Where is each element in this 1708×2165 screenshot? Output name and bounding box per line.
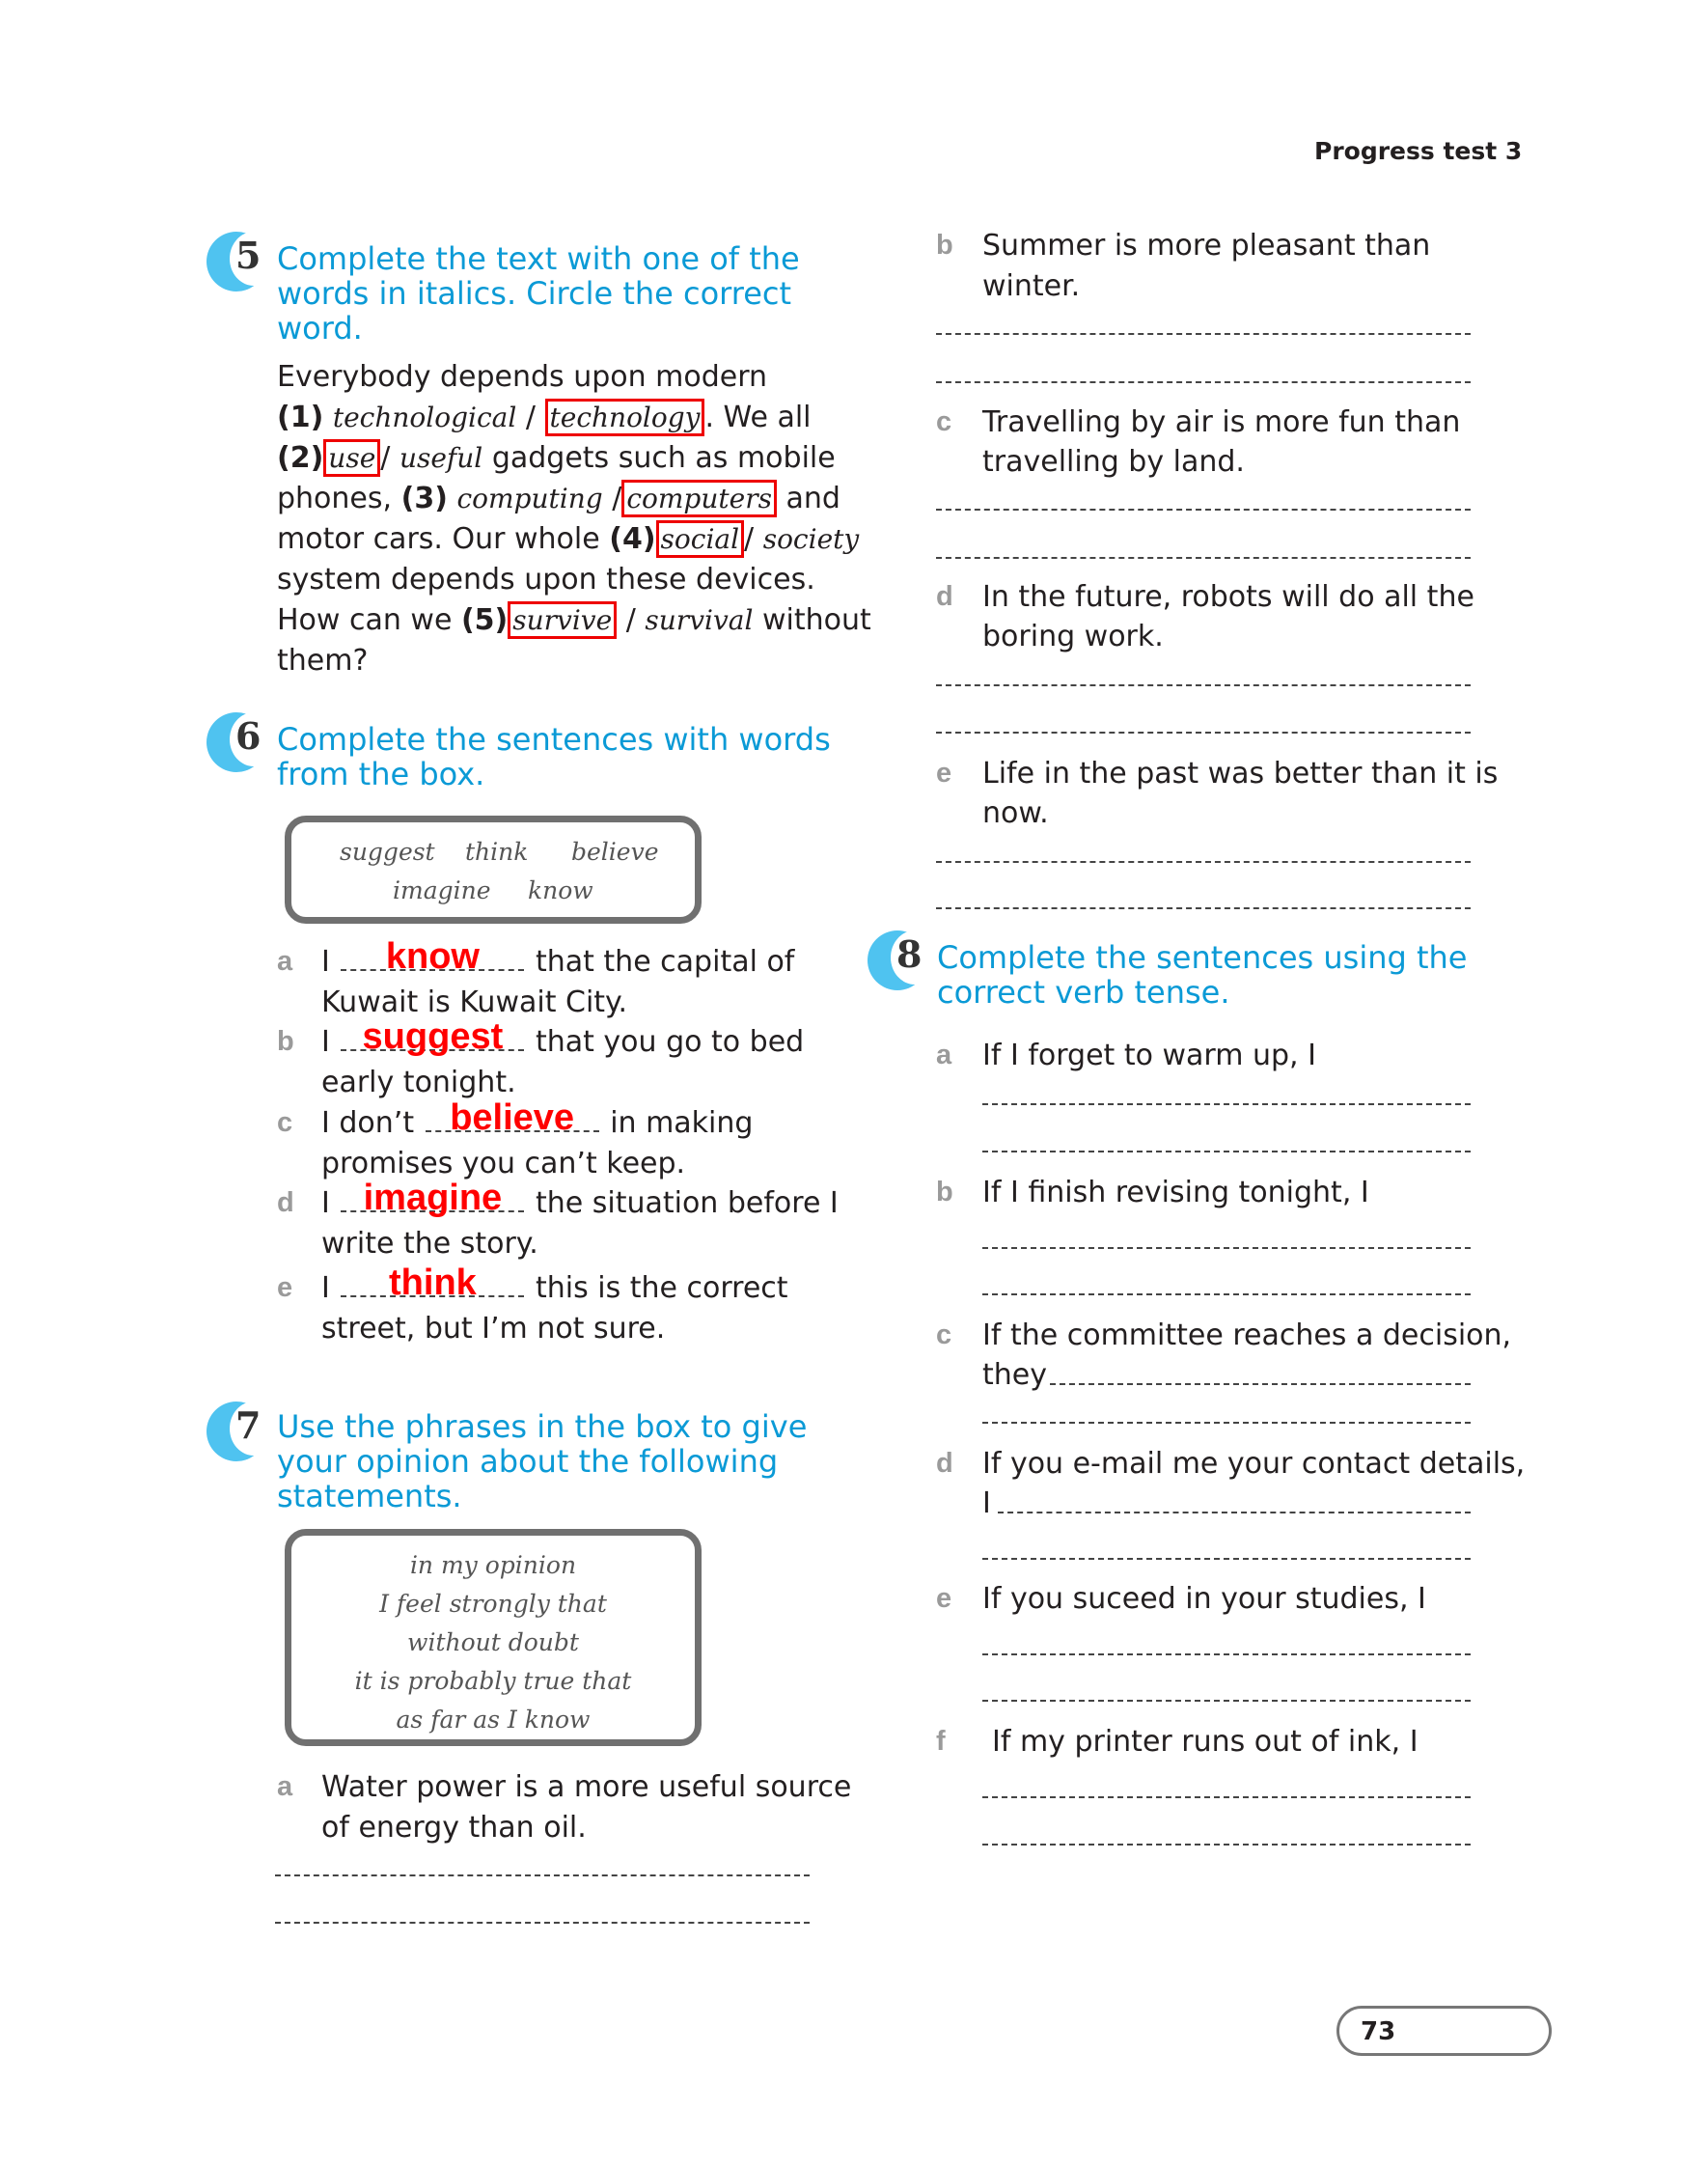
exercise-8-title: Complete the sentences using the correct verb tense. bbox=[937, 939, 1468, 1011]
answer-blank[interactable]: believe bbox=[426, 1105, 599, 1132]
answer-line[interactable] bbox=[982, 1700, 1471, 1702]
box-word: suggest bbox=[340, 838, 435, 866]
exercise-6-number-icon: 6 bbox=[207, 710, 268, 776]
exercise-7-title: Use the phrases in the box to give your opinion about the following statements. bbox=[277, 1408, 808, 1514]
box-phrase: it is probably true that bbox=[354, 1667, 632, 1695]
box-phrase: I feel strongly that bbox=[379, 1590, 607, 1618]
answer-line[interactable] bbox=[936, 381, 1471, 383]
circled-answer-2[interactable]: use bbox=[323, 439, 380, 477]
box-word: think bbox=[465, 838, 529, 866]
answer-line[interactable] bbox=[936, 557, 1471, 559]
page-number-badge bbox=[1336, 2006, 1552, 2056]
answer-line[interactable] bbox=[982, 1653, 1471, 1655]
phrase-box bbox=[285, 1529, 702, 1746]
answer-line[interactable] bbox=[982, 1796, 1471, 1798]
box-word: know bbox=[528, 876, 593, 904]
circled-answer-4[interactable]: social bbox=[656, 520, 745, 558]
answer-line[interactable] bbox=[998, 1512, 1471, 1513]
box-word: imagine bbox=[393, 876, 491, 904]
exercise-5-number-icon: 5 bbox=[207, 230, 268, 295]
answer-line[interactable] bbox=[936, 861, 1471, 863]
answer-blank[interactable]: imagine bbox=[341, 1185, 524, 1212]
answer-blank[interactable]: suggest bbox=[341, 1024, 524, 1051]
box-phrase: in my opinion bbox=[409, 1551, 577, 1579]
box-word: believe bbox=[571, 838, 659, 866]
page-number: 73 bbox=[1361, 2017, 1396, 2046]
answer-line[interactable] bbox=[936, 732, 1471, 734]
word-box bbox=[285, 816, 702, 924]
answer-line[interactable] bbox=[982, 1558, 1471, 1560]
answer-line[interactable] bbox=[936, 684, 1471, 686]
answer-line[interactable] bbox=[982, 1293, 1471, 1295]
exercise-5-title: Complete the text with one of the words in italics. Circle the correct word. bbox=[277, 240, 800, 347]
box-phrase: as far as I know bbox=[396, 1706, 591, 1734]
answer-line[interactable] bbox=[936, 333, 1471, 335]
answer-line[interactable] bbox=[982, 1247, 1471, 1249]
exercise-8-number-icon: 8 bbox=[868, 929, 929, 994]
answer-line[interactable] bbox=[1050, 1383, 1471, 1385]
page-header-title: Progress test 3 bbox=[1314, 137, 1523, 165]
answer-line[interactable] bbox=[275, 1922, 810, 1924]
answer-line[interactable] bbox=[982, 1103, 1471, 1105]
exercise-6-title: Complete the sentences with words from the box. bbox=[277, 721, 831, 792]
answer-line[interactable] bbox=[982, 1422, 1471, 1424]
answer-line[interactable] bbox=[275, 1874, 810, 1876]
box-phrase: without doubt bbox=[407, 1628, 579, 1656]
circled-answer-3[interactable]: computers bbox=[621, 480, 777, 517]
answer-line[interactable] bbox=[982, 1844, 1471, 1846]
answer-line[interactable] bbox=[936, 509, 1471, 511]
answer-line[interactable] bbox=[982, 1151, 1471, 1152]
exercise-7-number-icon: 7 bbox=[207, 1400, 268, 1465]
circled-answer-5[interactable]: survive bbox=[508, 601, 617, 639]
answer-line[interactable] bbox=[936, 907, 1471, 909]
answer-blank[interactable]: think bbox=[341, 1270, 524, 1297]
answer-blank[interactable]: know bbox=[341, 944, 524, 971]
circled-answer-1[interactable]: technology bbox=[545, 399, 705, 436]
